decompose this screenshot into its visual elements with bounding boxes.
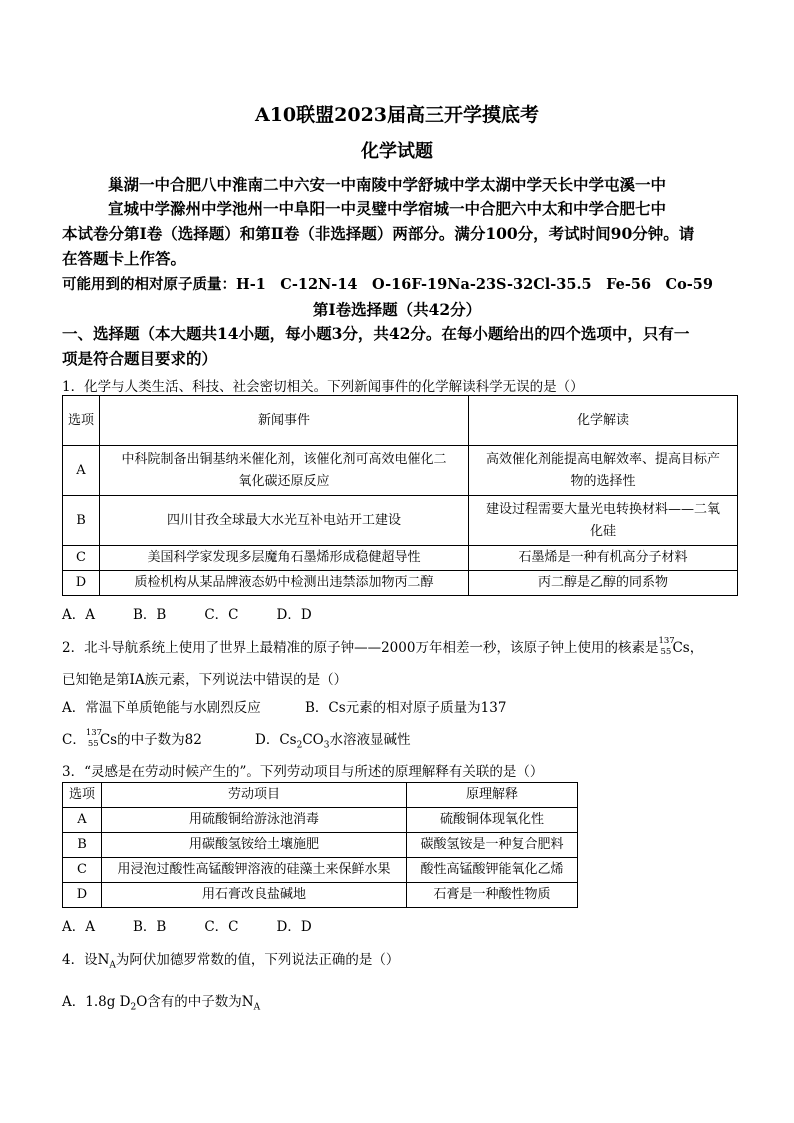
schools-line-1: 巢湖一中合肥八中淮南二中六安一中南陵中学舒城中学太湖中学天长中学屯溪一中 [108, 175, 667, 194]
q1-row-opt: B [63, 496, 100, 546]
q3-row-reason: 酸性高锰酸钾能氧化乙烯 [407, 858, 578, 883]
intro-line-2: 在答题卡上作答。 [62, 249, 187, 268]
q3-row-opt: C [63, 858, 102, 883]
q3-row-opt: D [63, 883, 102, 908]
table-row [63, 546, 738, 571]
q3-row-item: 用碳酸氢铵给土壤施肥 [102, 833, 407, 858]
schools-line-2: 宣城中学滁州中学池州一中阜阳一中灵璧中学宿城一中合肥六中太和中学合肥七中 [108, 199, 667, 218]
table-row [63, 808, 578, 833]
q3-header-item: 劳动项目 [102, 783, 407, 808]
q3-option-b[interactable]: B．B [133, 919, 167, 935]
q3-row-reason: 硫酸铜体现氧化性 [407, 808, 578, 833]
q1-stem: 1．化学与人类生活、科技、社会密切相关。下列新闻事件的化学解读科学无误的是（） [62, 379, 584, 395]
q1-row-interp: 丙二醇是乙醇的同系物 [469, 571, 738, 596]
table-row [63, 858, 578, 883]
q2-stem-line-2: 已知铯是第ⅠA族元素，下列说法中错误的是（） [62, 672, 348, 688]
cs-isotope: 137 55 [658, 635, 675, 657]
q1-row-event: 美国科学家发现多层魔角石墨烯形成稳健超导性 [100, 546, 469, 571]
q1-row-event: 质检机构从某品牌液态奶中检测出违禁添加物丙二醇 [100, 571, 469, 596]
part-one-heading: 第Ⅰ卷选择题（共42分） [312, 300, 482, 319]
q3-row-item: 用浸泡过酸性高锰酸钾溶液的硅藻土来保鲜水果 [102, 858, 407, 883]
table-row [63, 883, 578, 908]
table-row [63, 783, 578, 808]
q3-table [62, 782, 578, 908]
q1-row-opt: A [63, 446, 100, 496]
q3-row-opt: B [63, 833, 102, 858]
q3-option-a[interactable]: A．A [62, 919, 95, 935]
q1-row-opt: C [63, 546, 100, 571]
table-row [63, 396, 738, 446]
q1-option-d[interactable]: D．D [276, 607, 312, 623]
q2-option-b[interactable]: B．Cs元素的相对原子质量为137 [305, 700, 507, 716]
exam-subtitle: 化学试题 [361, 141, 433, 162]
table-row [63, 833, 578, 858]
q1-option-b[interactable]: B．B [133, 607, 167, 623]
table-row [63, 496, 738, 546]
q1-header-event: 新闻事件 [100, 396, 469, 446]
intro-line-1: 本试卷分第Ⅰ卷（选择题）和第Ⅱ卷（非选择题）两部分。满分100分，考试时间90分钟。请 [62, 224, 695, 243]
q1-option-a[interactable]: A．A [62, 607, 95, 623]
table-row [63, 571, 738, 596]
q3-stem: 3．“灵感是在劳动时候产生的”。下列劳动项目与所述的原理解释有关联的是（） [62, 764, 544, 780]
q2-option-d[interactable]: D．$Cs_2CO_3$水溶液显碱性 [255, 732, 411, 751]
table-row [63, 446, 738, 496]
q3-option-c[interactable]: C．C [204, 919, 239, 935]
atomic-masses: 可能用到的相对原子质量：H-1 C-12N-14 O-16F-19Na-23S-32Cl-35.5 Fe-56 Co-59 [62, 276, 713, 293]
section-heading-line-1: 一、选择题（本大题共14小题，每小题3分，共42分。在每小题给出的四个选项中，只有一 [62, 324, 690, 343]
exam-title: A10联盟2023届高三开学摸底考 [254, 104, 540, 126]
q3-row-item: 用石膏改良盐碱地 [102, 883, 407, 908]
q1-table [62, 395, 738, 596]
q2-stem: 2．北斗导航系统上使用了世界上最精准的原子钟——2000万年相差一秒，该原子钟上使用的核素是 137 55 Cs， [62, 635, 704, 657]
q3-row-opt: A [63, 808, 102, 833]
q3-option-d[interactable]: D．D [276, 919, 312, 935]
q1-row-interp: 高效催化剂能提高电解效率、提高目标产 物的选择性 [469, 446, 738, 496]
q2-option-a[interactable]: A．常温下单质铯能与水剧烈反应 [62, 700, 261, 716]
q1-row-event: 中科院制备出铜基纳米催化剂，该催化剂可高效电催化二 氧化碳还原反应 [100, 446, 469, 496]
q4-option-a[interactable]: A．1.8g $D_2O$含有的中子数为$N_A$ [62, 994, 261, 1013]
q1-row-event: 四川甘孜全球最大水光互补电站开工建设 [100, 496, 469, 546]
q1-option-c[interactable]: C．C [204, 607, 239, 623]
q1-options [62, 603, 350, 623]
q2-option-c[interactable]: C． 137 55 Cs的中子数为82 [62, 727, 202, 749]
q1-row-interp: 石墨烯是一种有机高分子材料 [469, 546, 738, 571]
section-heading-line-2: 项是符合题目要求的） [62, 349, 218, 368]
q1-header-option: 选项 [63, 396, 100, 446]
q3-options [62, 915, 350, 935]
q3-row-reason: 石膏是一种酸性物质 [407, 883, 578, 908]
q3-header-option: 选项 [63, 783, 102, 808]
q3-row-item: 用硫酸铜给游泳池消毒 [102, 808, 407, 833]
q3-row-reason: 碳酸氢铵是一种复合肥料 [407, 833, 578, 858]
q4-stem: 4．设$N_A$为阿伏加德罗常数的值，下列说法正确的是（） [62, 952, 400, 971]
q3-header-reason: 原理解释 [407, 783, 578, 808]
q1-row-opt: D [63, 571, 100, 596]
q1-header-interp: 化学解读 [469, 396, 738, 446]
q1-row-interp: 建设过程需要大量光电转换材料——二氧 化硅 [469, 496, 738, 546]
